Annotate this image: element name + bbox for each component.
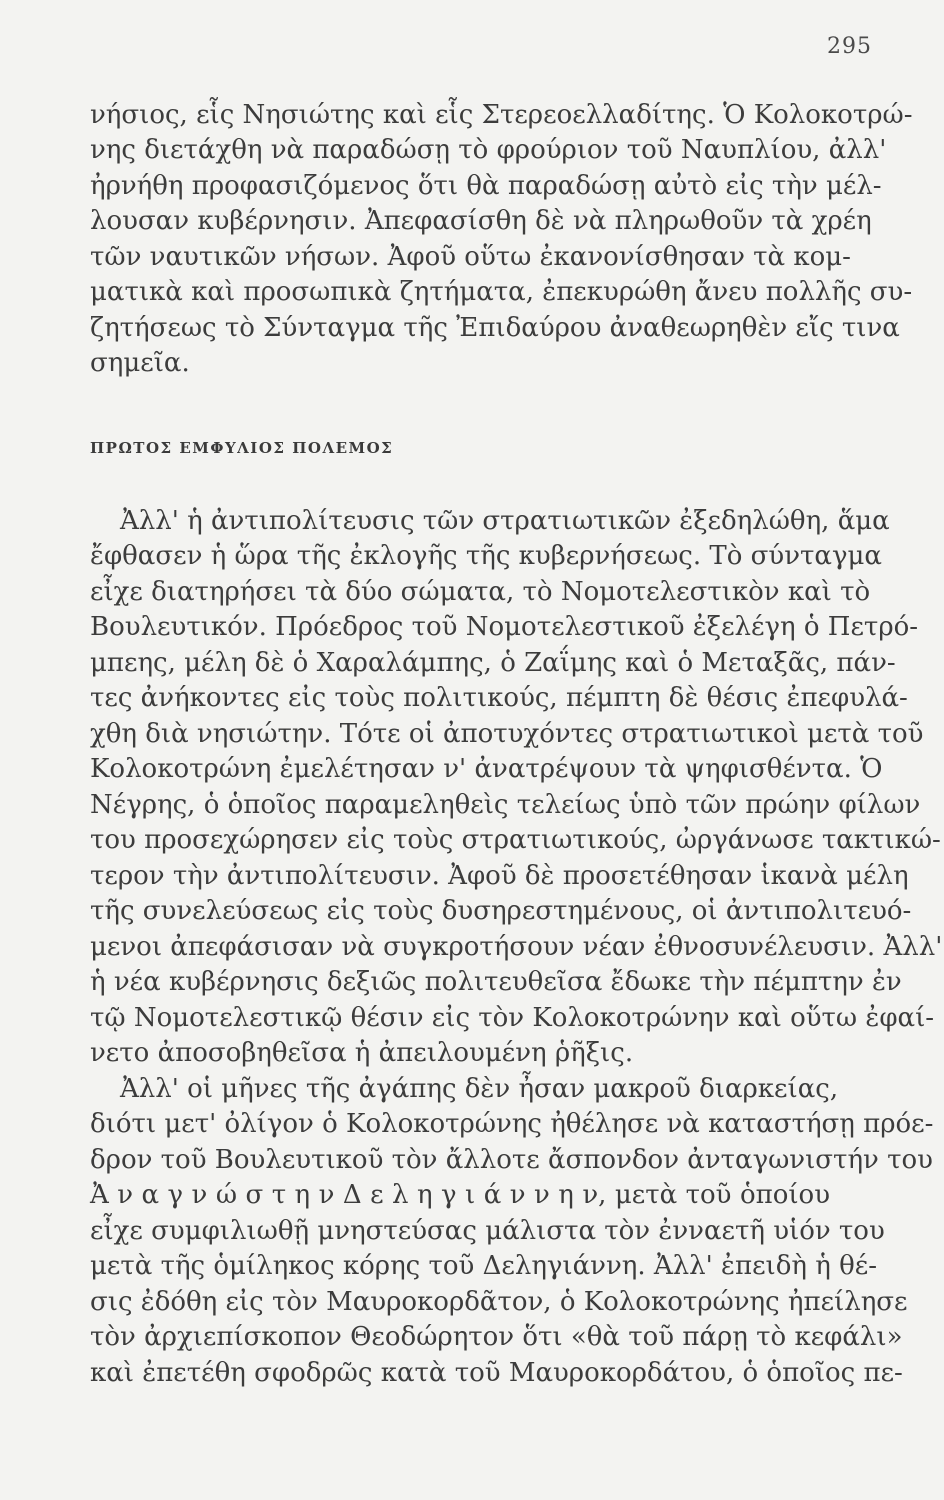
text-line: Κολοκοτρώνη ἐμελέτησαν ν' ἀνατρέψουν τὰ ψηφισθέντα. Ὁ bbox=[90, 754, 883, 784]
text-line: Ἀλλ' ἡ ἀντιπολίτευσις τῶν στρατιωτικῶν ἐξεδηλώθη, ἅμα bbox=[120, 506, 890, 536]
text-line: ἡ νέα κυβέρνησις δεξιῶς πολιτευθεῖσα ἔδωκε τὴν πέμπτην ἐν bbox=[90, 967, 902, 997]
page-number: 295 bbox=[827, 34, 872, 59]
text-line: νετο ἀποσοβηθεῖσα ἡ ἀπειλουμένη ῥῆξις. bbox=[90, 1038, 634, 1068]
text-line: Ἀλλ' οἱ μῆνες τῆς ἀγάπης δὲν ἦσαν μακροῦ διαρκείας, bbox=[120, 1074, 839, 1104]
text-line: ματικὰ καὶ προσωπικὰ ζητήματα, ἐπεκυρώθη ἄνευ πολλῆς συ- bbox=[90, 277, 913, 307]
text-line: χθη διὰ νησιώτην. Τότε οἱ ἀποτυχόντες στρατιωτικοὶ μετὰ τοῦ bbox=[90, 719, 924, 749]
text-line: Νέγρης, ὁ ὁποῖος παραμεληθεὶς τελείως ὑπὸ τῶν πρώην φίλων bbox=[90, 790, 921, 820]
text-line: Ἀ ν α γ ν ώ σ τ η ν Δ ε λ η γ ι ά ν ν η ν, μετὰ τοῦ ὁποίου bbox=[90, 1180, 830, 1210]
text-line: τες ἀνήκοντες εἰς τοὺς πολιτικούς, πέμπτη δὲ θέσις ἐπεφυλά- bbox=[90, 683, 908, 713]
text-line: λουσαν κυβέρνησιν. Ἀπεφασίσθη δὲ νὰ πληρωθοῦν τὰ χρέη bbox=[90, 206, 872, 236]
text-line: του προσεχώρησεν εἰς τοὺς στρατιωτικούς, ὠργάνωσε τακτικώ- bbox=[90, 825, 941, 855]
text-line: μετὰ τῆς ὁμίληκος κόρης τοῦ Δεληγιάννη. Ἀλλ' ἐπειδὴ ἡ θέ- bbox=[90, 1251, 877, 1281]
text-line: εἶχε διατηρήσει τὰ δύο σώματα, τὸ Νομοτελεστικὸν καὶ τὸ bbox=[90, 577, 871, 607]
text-line: καὶ ἐπετέθη σφοδρῶς κατὰ τοῦ Μαυροκορδάτου, ὁ ὁποῖος πε- bbox=[90, 1358, 903, 1388]
text-line: Βουλευτικόν. Πρόεδρος τοῦ Νομοτελεστικοῦ ἐξελέγη ὁ Πετρό- bbox=[90, 612, 919, 642]
section-heading: ΠΡΩΤΟΣ ΕΜΦΥΛΙΟΣ ΠΟΛΕΜΟΣ bbox=[90, 439, 394, 457]
text-line: ἠρνήθη προφασιζόμενος ὅτι θὰ παραδώσῃ αὐτὸ εἰς τὴν μέλ- bbox=[90, 171, 882, 201]
text-line: μενοι ἀπεφάσισαν νὰ συγκροτήσουν νέαν ἐθνοσυνέλευσιν. Ἀλλ' bbox=[90, 932, 943, 962]
text-line: τὸν ἀρχιεπίσκοπον Θεοδώρητον ὅτι «θὰ τοῦ πάρῃ τὸ κεφάλι» bbox=[90, 1322, 903, 1352]
text-line: ἔφθασεν ἡ ὥρα τῆς ἐκλογῆς τῆς κυβερνήσεως. Τὸ σύνταγμα bbox=[90, 541, 882, 571]
text-line: δρον τοῦ Βουλευτικοῦ τὸν ἄλλοτε ἄσπονδον ἀνταγωνιστήν του bbox=[90, 1145, 933, 1175]
text-line: μπεης, μέλη δὲ ὁ Χαραλάμπης, ὁ Ζαΐμης καὶ ὁ Μεταξᾶς, πάν- bbox=[90, 648, 896, 678]
text-line: νήσιος, εἷς Νησιώτης καὶ εἷς Στερεοελλαδίτης. Ὁ Κολοκοτρώ- bbox=[90, 100, 913, 130]
text-line: τῷ Νομοτελεστικῷ θέσιν εἰς τὸν Κολοκοτρώνην καὶ οὕτω ἐφαί- bbox=[90, 1003, 935, 1033]
text-line: τῶν ναυτικῶν νήσων. Ἀφοῦ οὕτω ἐκανονίσθησαν τὰ κομ- bbox=[90, 242, 851, 272]
text-line: τῆς συνελεύσεως εἰς τοὺς δυσηρεστημένους, οἱ ἀντιπολιτευό- bbox=[90, 896, 912, 926]
text-line: σημεῖα. bbox=[90, 348, 190, 378]
text-line: τερον τὴν ἀντιπολίτευσιν. Ἀφοῦ δὲ προσετέθησαν ἱκανὰ μέλη bbox=[90, 861, 909, 891]
text-line: ζητήσεως τὸ Σύνταγμα τῆς Ἐπιδαύρου ἀναθεωρηθὲν εἴς τινα bbox=[90, 313, 900, 343]
text-line: νης διετάχθη νὰ παραδώσῃ τὸ φρούριον τοῦ Ναυπλίου, ἀλλ' bbox=[90, 135, 887, 165]
text-line: σις ἐδόθη εἰς τὸν Μαυροκορδᾶτον, ὁ Κολοκοτρώνης ἠπείλησε bbox=[90, 1287, 908, 1317]
text-line: διότι μετ' ὀλίγον ὁ Κολοκοτρώνης ἠθέλησε νὰ καταστήσῃ πρόε- bbox=[90, 1109, 934, 1139]
text-line: εἶχε συμφιλιωθῇ μνηστεύσας μάλιστα τὸν ἐνναετῆ υἱόν του bbox=[90, 1216, 885, 1246]
